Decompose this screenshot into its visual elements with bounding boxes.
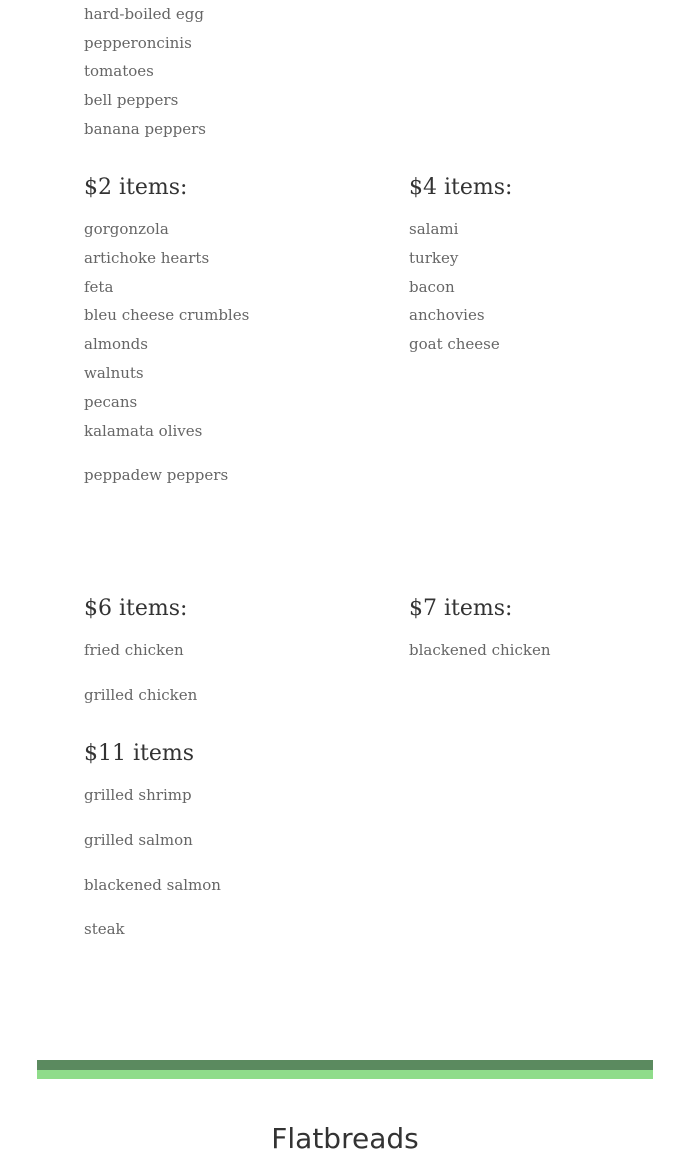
list-item: steak (84, 920, 125, 938)
list-item: blackened chicken (409, 641, 551, 659)
list-item: hard-boiled egg (84, 5, 204, 23)
list-item: almonds (84, 335, 148, 353)
list-item: bleu cheese crumbles (84, 306, 250, 324)
list-item: bell peppers (84, 91, 179, 109)
list-item: turkey (409, 249, 459, 267)
list-item: tomatoes (84, 62, 154, 80)
list-item: bacon (409, 278, 455, 296)
list-item: goat cheese (409, 335, 500, 353)
six-dollar-heading: $6 items: (84, 596, 188, 621)
list-item: grilled chicken (84, 686, 198, 704)
four-dollar-heading: $4 items: (409, 175, 513, 200)
list-item: pepperoncinis (84, 34, 192, 52)
list-item: artichoke hearts (84, 249, 210, 267)
list-item: peppadew peppers (84, 466, 229, 484)
list-item: fried chicken (84, 641, 184, 659)
list-item: walnuts (84, 364, 144, 382)
list-item: banana peppers (84, 120, 206, 138)
list-item: feta (84, 278, 114, 296)
eleven-dollar-heading: $11 items (84, 741, 195, 766)
list-item: gorgonzola (84, 220, 169, 238)
section-divider-dark (37, 1060, 653, 1070)
list-item: grilled salmon (84, 831, 193, 849)
list-item: pecans (84, 393, 138, 411)
seven-dollar-heading: $7 items: (409, 596, 513, 621)
list-item: anchovies (409, 306, 485, 324)
list-item: blackened salmon (84, 876, 221, 894)
list-item: kalamata olives (84, 422, 203, 440)
two-dollar-heading: $2 items: (84, 175, 188, 200)
list-item: salami (409, 220, 459, 238)
section-divider-light (37, 1070, 653, 1079)
list-item: grilled shrimp (84, 786, 192, 804)
section-title: Flatbreads (271, 1122, 419, 1155)
